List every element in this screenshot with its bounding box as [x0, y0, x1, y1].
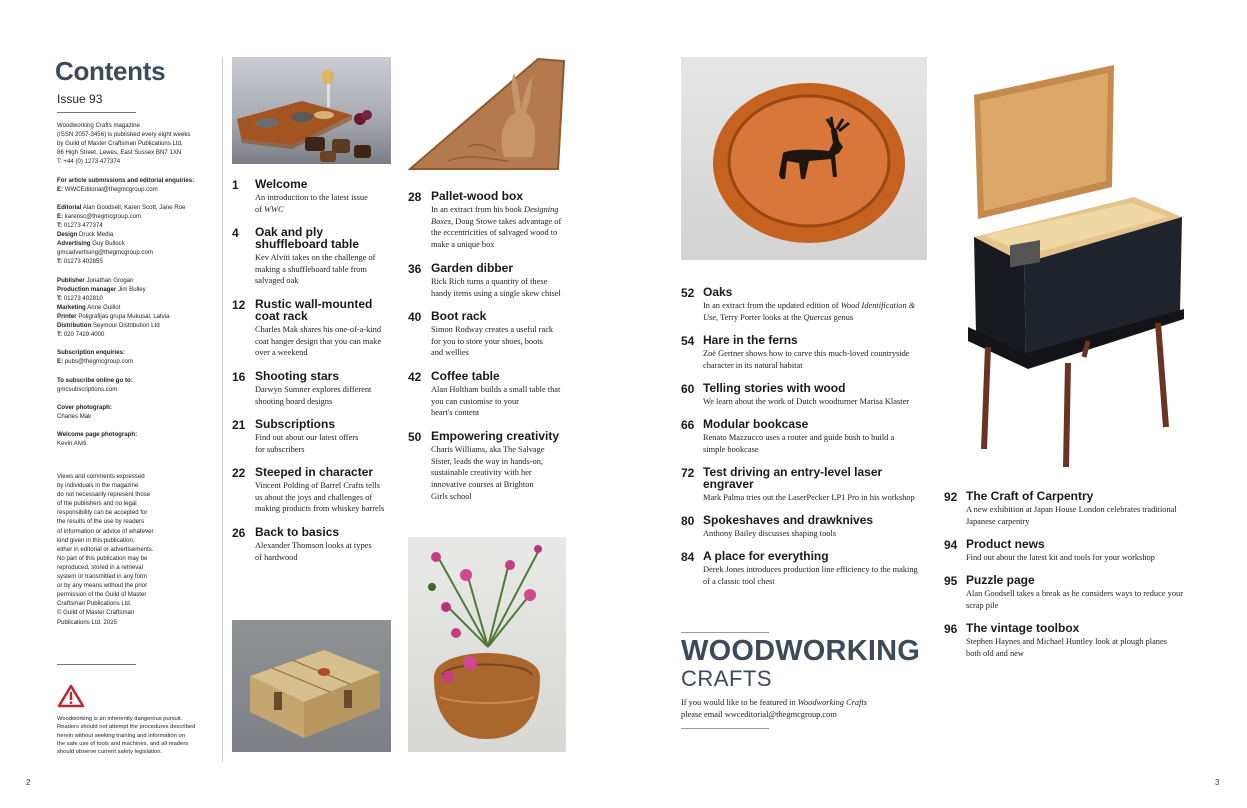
info-text: Charles Mak: [57, 413, 92, 420]
entry-description-line: of hardwood: [255, 552, 298, 562]
entry-description-line: and wellies: [431, 348, 469, 358]
entry-description-line: simple bookcase: [703, 444, 759, 454]
entry-number: 96: [944, 622, 958, 636]
info-line: [57, 239, 217, 248]
entry-description-line: you can customise to your: [431, 396, 519, 406]
entry-description-line: Vincent Polding of Barrel Crafts tells: [255, 481, 380, 490]
info-text: Guy Bullock: [90, 240, 125, 248]
disclaimer-line: the results of the use by readers: [57, 518, 145, 526]
entry-title-line: Subscriptions: [255, 417, 336, 431]
entry-title: [703, 466, 933, 490]
info-line: [57, 121, 217, 130]
entry-description-line: Alan Goodsell takes a break as he considers ways to reduce your: [966, 589, 1183, 598]
entry-title-line: Hare in the ferns: [703, 333, 798, 347]
entry-number: 40: [408, 310, 422, 324]
divider: [681, 728, 769, 729]
magazine-logo-subtitle: CRAFTS: [681, 666, 772, 691]
entry-title-line: Pallet-wood box: [431, 189, 524, 203]
photo-turned-vase: [408, 537, 566, 752]
entry-number: 94: [944, 538, 958, 552]
entry-title-line: The Craft of Carpentry: [966, 489, 1094, 503]
divider: [57, 664, 136, 665]
entry-description-line: heart's content: [431, 408, 480, 418]
info-line: [57, 394, 217, 403]
info-text: 01273 402810: [62, 294, 103, 302]
entry-number: 16: [232, 370, 246, 384]
entry-title-line: shuffleboard table: [255, 237, 360, 251]
disclaimer: [57, 472, 167, 627]
warning-line: herein without seeking training and information on: [57, 732, 185, 739]
entry-title-line: Boot rack: [431, 309, 487, 323]
info-line: [57, 185, 217, 194]
issue-number: Issue 93: [57, 92, 103, 106]
info-line: [57, 367, 217, 376]
entry-number: 4: [232, 226, 239, 240]
info-line: [57, 403, 217, 412]
entry-title: [966, 574, 1196, 586]
info-label: Advertising: [57, 240, 91, 248]
warning-line: Woodworking is an inherently dangerous pursuit.: [57, 716, 183, 722]
warning-line: the safe use of tools and machines, and all readers: [57, 740, 189, 747]
entry-title-line: Oaks: [703, 285, 733, 299]
entry-description: [431, 204, 691, 251]
info-label: Production manager: [57, 285, 117, 293]
entry-title: [703, 418, 933, 430]
info-text: WWCEditorial@thegmcgroup.com: [63, 185, 158, 193]
entry-description: [703, 396, 963, 408]
entry-number: 26: [232, 526, 246, 540]
entry-title: [703, 514, 933, 526]
entry-description-line: Anthony Bailey discusses shaping tools: [703, 529, 837, 538]
info-text: Jim Bulley: [116, 285, 146, 293]
entry-number: 50: [408, 430, 422, 444]
entry-description-line: both old and new: [966, 648, 1024, 658]
entry-description-line: Find out about our latest offers: [255, 433, 359, 442]
magazine-logo-wordmark: WOODWORKING: [681, 635, 921, 667]
disclaimer-line: or by any means without the prior: [57, 582, 148, 590]
entry-description: [966, 636, 1226, 659]
disclaimer-line: by individuals in the magazine: [57, 482, 139, 490]
entry-description-line: over a weekend: [255, 348, 308, 358]
entry-title-line: engraver: [703, 477, 754, 491]
entry-description: [703, 348, 963, 371]
info-label: Printer: [57, 312, 77, 320]
entry-number: 42: [408, 370, 422, 384]
disclaimer-line: © Guild of Master Craftsman: [57, 609, 135, 617]
photo-shuffleboard-tray: [232, 57, 391, 164]
info-line: [57, 221, 217, 230]
entry-description-line: shooting board designs: [255, 396, 333, 406]
entry-description-line: A new exhibition at Japan House London celebrates traditional: [966, 505, 1177, 514]
info-text: 020 7429 4000: [62, 331, 105, 339]
entry-title: [703, 334, 933, 346]
entry-number: 84: [681, 550, 695, 564]
entry-title-line: Shooting stars: [255, 369, 340, 383]
entry-title: [431, 370, 661, 382]
info-label: Publisher: [57, 276, 85, 284]
entry-description-line: Alexander Thomson looks at types: [255, 541, 372, 550]
entry-title: [431, 190, 661, 202]
entry-title-line: A place for everything: [703, 549, 829, 563]
info-text: by Guild of Master Craftsman Publications Ltd,: [57, 140, 183, 148]
entry-description-line: scrap pile: [966, 600, 999, 610]
disclaimer-line: do not necessarily represent those: [57, 491, 151, 499]
info-label: E:: [57, 358, 64, 366]
info-label: Editorial: [57, 203, 82, 211]
entry-description-line: handy items using a single skew chisel: [431, 288, 561, 298]
photo-stag-bowl: [681, 57, 927, 260]
entry-description-line: Use, Terry Porter looks at the Quercus genus: [703, 312, 854, 322]
info-line: [57, 430, 217, 439]
entry-description-line: for subscribers: [255, 444, 305, 454]
entry-description-line: for you to store your shoes, boots: [431, 336, 543, 346]
feature-note: [681, 697, 867, 720]
info-line: [57, 267, 217, 276]
entry-number: 66: [681, 418, 695, 432]
feature-note-line: please email wwceditorial@thegmcgroup.com: [681, 709, 837, 719]
entry-description: [431, 384, 691, 419]
entry-title-line: Modular bookcase: [703, 417, 809, 431]
info-line: [57, 348, 217, 357]
disclaimer-line: Publications Ltd. 2025: [57, 618, 117, 626]
entry-description-line: In an extract from the updated edition of Wood Identification &: [703, 301, 916, 310]
disclaimer-line: reproduced, stored in a retrieval: [57, 563, 144, 571]
info-line: [57, 157, 217, 166]
entry-description-line: Charles Mak shares his one-of-a-kind: [255, 325, 382, 334]
info-text: Woodworking Crafts magazine: [57, 122, 140, 129]
info-line: [57, 330, 217, 339]
entry-number: 12: [232, 298, 246, 312]
entry-description-line: We learn about the work of Dutch woodturner Marisa Klaster: [703, 397, 910, 406]
info-line: [57, 303, 217, 312]
photo-pallet-box: [232, 620, 391, 752]
divider: [681, 632, 769, 633]
entry-description-line: of a classic tool chest: [703, 576, 775, 586]
info-label: Marketing: [57, 303, 86, 311]
entry-title: [703, 382, 933, 394]
entry-number: 92: [944, 490, 958, 504]
info-line: [57, 203, 217, 212]
warning-line: Readers should not attempt the procedures described: [57, 724, 196, 731]
info-text: Seymour Distribution Ltd: [91, 322, 160, 330]
entry-description-line: Girls school: [431, 491, 472, 501]
warning-icon: [57, 684, 85, 708]
safety-warning: [57, 715, 207, 756]
info-line: [57, 421, 217, 430]
entry-description-line: making a shuffleboard table from: [255, 264, 367, 274]
entry-description: [703, 564, 963, 587]
info-line: [57, 130, 217, 139]
entry-title: [966, 538, 1196, 550]
entry-description-line: Boxes, Doug Stowe takes advantage of: [431, 216, 562, 226]
entry-description-line: of WWC: [255, 204, 284, 214]
entry-description-line: Rick Rich turns a quantity of these: [431, 277, 548, 286]
photo-hare-carving: [408, 57, 566, 172]
entry-title: [255, 526, 485, 538]
entry-description-line: the eccentricities of salvaged wood to: [431, 228, 558, 238]
entry-description-line: Alan Holtham builds a small table that: [431, 385, 561, 394]
divider: [57, 112, 136, 113]
entry-title: [703, 286, 933, 298]
column-rule: [222, 57, 223, 762]
disclaimer-line: either in editorial or advertisements.: [57, 545, 154, 553]
entry-title-line: Garden dibber: [431, 261, 514, 275]
info-label: T:: [57, 222, 63, 230]
disclaimer-line: system or transmitted in any form: [57, 573, 148, 581]
info-line: [57, 212, 217, 221]
disclaimer-line: permission of the Guild of Master: [57, 591, 147, 599]
entry-description-line: Renato Mazzucco uses a router and guide bush to build a: [703, 433, 895, 442]
entry-title: [703, 550, 933, 562]
info-text: 86 High Street, Lewes, East Sussex BN7 1XN: [57, 149, 182, 157]
entry-description: [703, 492, 963, 504]
entry-title: [431, 310, 661, 322]
info-text: Anne Guillot: [85, 303, 121, 311]
disclaimer-line: of the publishers and no legal: [57, 500, 137, 508]
entry-description: [966, 588, 1226, 611]
info-line: [57, 412, 217, 421]
entry-title-line: Product news: [966, 537, 1045, 551]
info-label: T:: [57, 294, 63, 302]
entry-title-line: Steeped in character: [255, 465, 374, 479]
info-text: 01273 402855: [62, 258, 103, 266]
entry-description-line: Kev Alviti takes on the challenge of: [255, 253, 376, 262]
entry-description-line: Mark Palma tries out the LaserPecker LP1 Pro in his workshop: [703, 493, 915, 502]
entry-description-line: Darwyn Sumner explores different: [255, 385, 372, 394]
info-line: [57, 257, 217, 266]
entry-number: 80: [681, 514, 695, 528]
info-line: [57, 230, 217, 239]
entry-description: [703, 432, 963, 455]
entry-description-line: innovative courses at Brighton: [431, 480, 534, 490]
entry-description: [431, 276, 691, 299]
entry-description-line: Find out about the latest kit and tools for your workshop: [966, 553, 1155, 562]
info-label: Design: [57, 231, 78, 239]
entry-number: 72: [681, 466, 695, 480]
page-number-left: 2: [26, 778, 31, 787]
disclaimer-line: Craftsman Publications Ltd.: [57, 600, 132, 608]
entry-description: [703, 300, 963, 323]
entry-number: 36: [408, 262, 422, 276]
info-line: [57, 276, 217, 285]
entry-number: 95: [944, 574, 958, 588]
disclaimer-line: of information or advice of whatever: [57, 527, 154, 535]
info-text: Jonathan Grogan: [84, 276, 134, 284]
info-line: [57, 321, 217, 330]
info-text: gmcsubscriptions.com: [57, 385, 118, 393]
entry-description-line: making products from whiskey barrels: [255, 504, 385, 514]
info-label: T:: [57, 331, 63, 339]
info-text: karensc@thegmcgroup.com: [63, 212, 142, 220]
info-text: Kevin Alviti: [57, 440, 87, 448]
info-line: [57, 294, 217, 303]
info-text: Druck Media: [77, 231, 114, 239]
info-line: [57, 148, 217, 157]
entry-description: [255, 540, 515, 563]
entry-description-line: sustainable creativity with her: [431, 468, 532, 478]
entry-title: [431, 262, 661, 274]
disclaimer-line: No part of this publication may be: [57, 554, 148, 562]
info-line: [57, 166, 217, 175]
entry-description-line: Stephen Haynes and Michael Huntley look at plough planes: [966, 637, 1167, 646]
disclaimer-line: kind given in this publication,: [57, 536, 135, 544]
info-label: Subscription enquiries:: [57, 349, 126, 357]
entry-number: 54: [681, 334, 695, 348]
entry-title-line: Empowering creativity: [431, 429, 560, 443]
entry-description-line: Sister, leads the way in hands-on,: [431, 456, 544, 466]
entry-description: [703, 528, 963, 540]
info-label: E:: [57, 185, 64, 193]
info-line: [57, 439, 217, 448]
entry-description-line: An introduction to the latest issue: [255, 193, 368, 202]
info-line: [57, 248, 217, 257]
info-label: E:: [57, 212, 64, 220]
publication-info: [57, 121, 217, 448]
info-text: pubs@thegmcgroup.com: [63, 358, 133, 366]
info-line: [57, 312, 217, 321]
entry-title-line: coat rack: [255, 309, 308, 323]
entry-title-line: Oak and ply: [255, 225, 324, 239]
entry-title-line: Welcome: [255, 177, 308, 191]
entry-title-line: Test driving an entry-level laser: [703, 465, 883, 479]
entry-title-line: Rustic wall-mounted: [255, 297, 373, 311]
entry-number: 22: [232, 466, 246, 480]
entry-number: 52: [681, 286, 695, 300]
entry-description-line: In an extract from his book Designing: [431, 205, 559, 214]
feature-note-line: If you would like to be featured in Woodworking Crafts: [681, 698, 868, 707]
entry-number: 60: [681, 382, 695, 396]
info-line: [57, 176, 217, 185]
entry-description: [431, 324, 691, 359]
entry-title: [966, 490, 1196, 502]
info-text: Alan Goodsell, Karen Scott, Jane Roe: [81, 203, 186, 211]
info-label: Welcome page photograph:: [57, 431, 138, 439]
entry-number: 28: [408, 190, 422, 204]
info-label: Cover photograph:: [57, 403, 112, 411]
entry-description: [966, 504, 1226, 527]
entry-description-line: Derek Jones introduces production line efficiency to the making: [703, 565, 918, 574]
info-label: T:: [57, 258, 63, 266]
entry-title: [966, 622, 1196, 634]
entry-description-line: coat hanger design that you can make: [255, 336, 382, 346]
info-line: [57, 194, 217, 203]
entry-description-line: Zoë Gertner shows how to carve this much-loved countryside: [703, 349, 910, 358]
entry-title: [431, 430, 661, 442]
entry-description: [431, 444, 691, 503]
entry-title-line: Telling stories with wood: [703, 381, 846, 395]
entry-description-line: us about the joys and challenges of: [255, 492, 373, 502]
entry-title-line: Coffee table: [431, 369, 500, 383]
photo-tool-chest: [944, 57, 1190, 477]
info-line: [57, 357, 217, 366]
info-text: gmcadvertising@thegmcgroup.com: [57, 249, 153, 257]
entry-description-line: make a unique box: [431, 240, 495, 250]
info-text: Poligrafijas grupa Mukusal, Latvia: [76, 312, 170, 320]
entry-title-line: Spokeshaves and drawknives: [703, 513, 874, 527]
page-number-right: 3: [1215, 778, 1220, 787]
warning-line: should observe current safety legislation.: [57, 749, 163, 756]
entry-description-line: Charis Williams, aka The Salvage: [431, 445, 545, 454]
entry-description-line: character in its natural habitat: [703, 360, 803, 370]
entry-title-line: The vintage toolbox: [966, 621, 1080, 635]
entry-description: [966, 552, 1226, 564]
entry-description-line: Simon Rodway creates a useful rack: [431, 325, 554, 334]
info-line: [57, 285, 217, 294]
entry-description-line: salvaged oak: [255, 276, 299, 286]
info-line: [57, 376, 217, 385]
entry-title-line: Puzzle page: [966, 573, 1035, 587]
info-label: To subscribe online go to:: [57, 376, 133, 384]
entry-number: 1: [232, 178, 239, 192]
info-line: [57, 339, 217, 348]
info-text: (ISSN 2057-3456) is published every eight weeks: [57, 131, 191, 139]
info-text: T: +44 (0) 1273 477374: [57, 158, 121, 166]
entry-number: 21: [232, 418, 246, 432]
info-label: Distribution: [57, 322, 92, 330]
info-line: [57, 139, 217, 148]
page-title: Contents: [55, 56, 166, 86]
entry-description-line: Japanese carpentry: [966, 516, 1030, 526]
info-text: 01273 477374: [62, 222, 103, 230]
disclaimer-line: Views and comments expressed: [57, 473, 145, 480]
disclaimer-line: responsibility can be accepted for: [57, 509, 148, 517]
info-line: [57, 385, 217, 394]
entry-title-line: Back to basics: [255, 525, 340, 539]
info-label: For article submissions and editorial enquiries:: [57, 176, 195, 184]
